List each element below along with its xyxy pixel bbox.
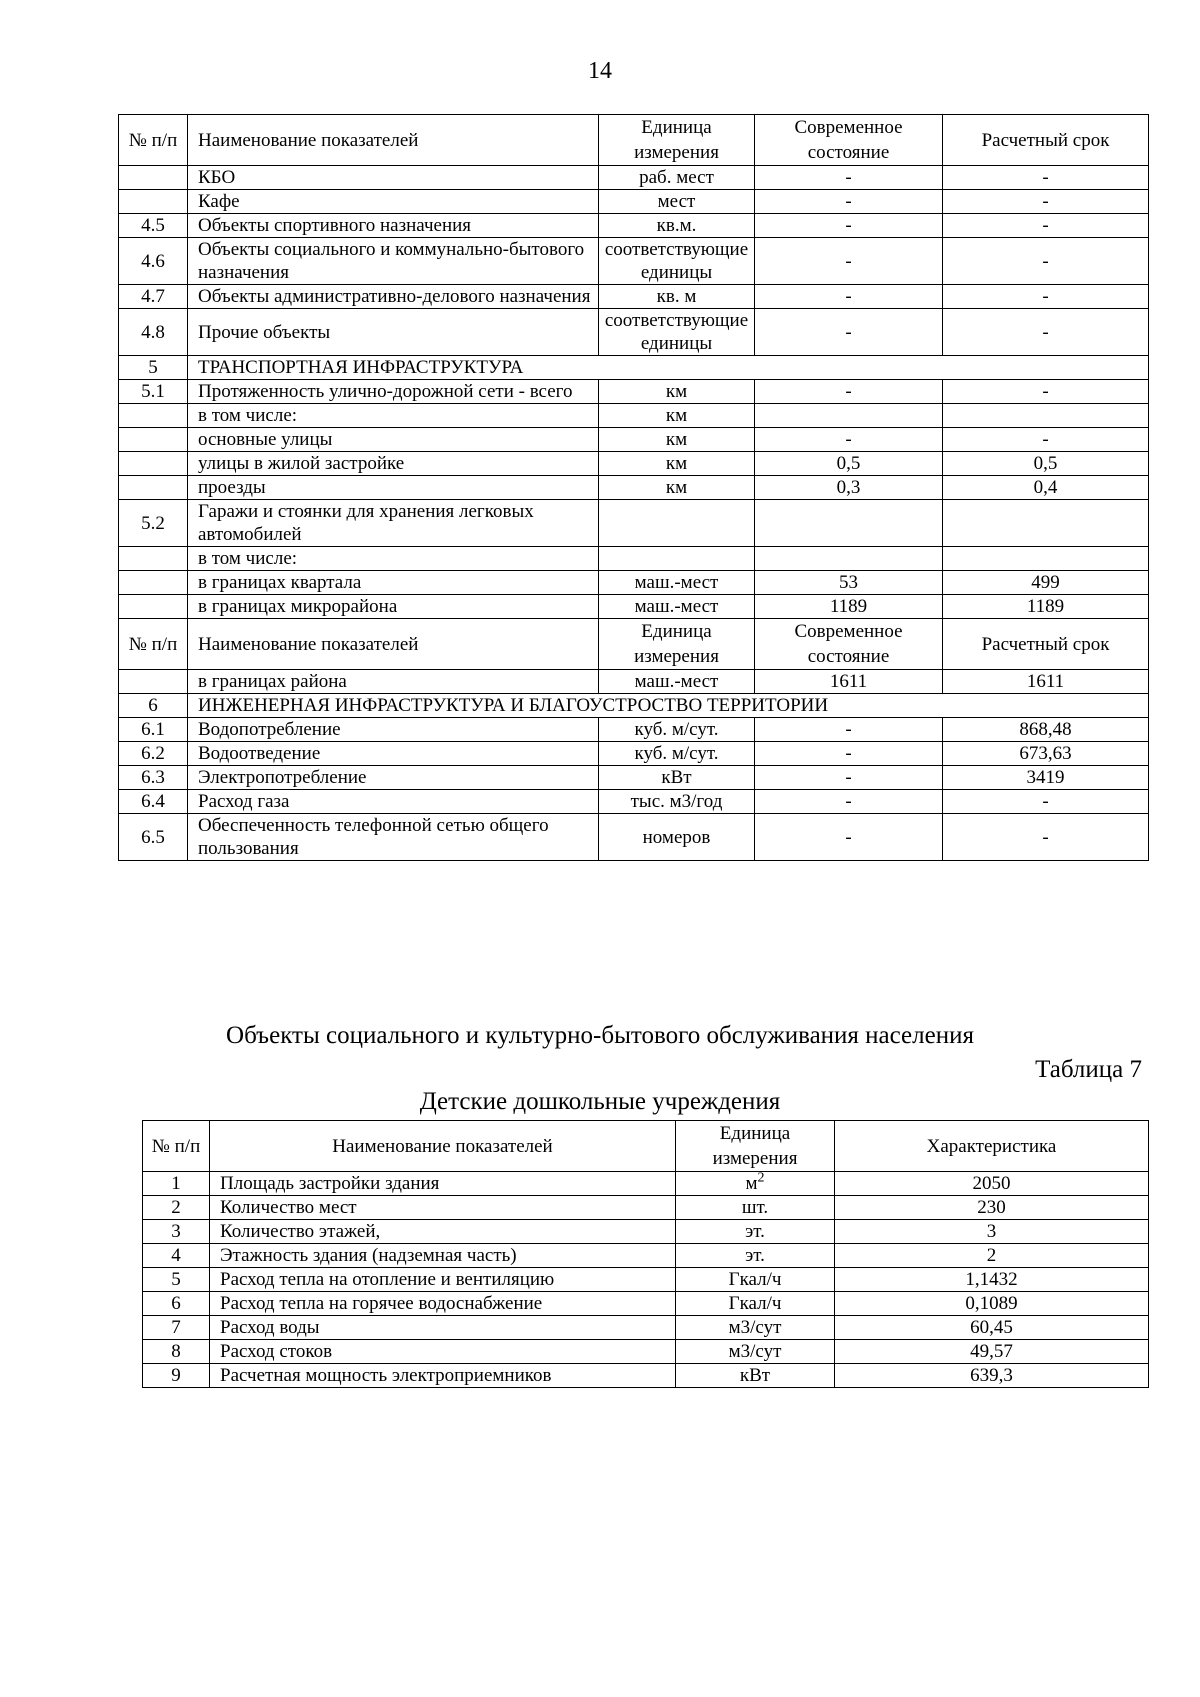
row-target: -	[943, 285, 1149, 309]
row-num: 6.2	[119, 742, 188, 766]
row-unit: эт.	[676, 1244, 835, 1268]
row-name: Этажность здания (надземная часть)	[210, 1244, 676, 1268]
row-name: Обеспеченность телефонной сетью общего пользования	[188, 814, 599, 861]
row-num	[119, 404, 188, 428]
indicators-table-body	[119, 115, 1149, 861]
row-characteristic: 2050	[835, 1172, 1149, 1196]
row-current: -	[755, 285, 943, 309]
table-row	[143, 1220, 1149, 1244]
row-target: -	[943, 814, 1149, 861]
row-current	[755, 404, 943, 428]
row-name: Расход тепла на горячее водоснабжение	[210, 1292, 676, 1316]
row-target: -	[943, 428, 1149, 452]
header-target: Расчетный срок	[943, 115, 1149, 166]
row-unit: соответствующие единицы	[599, 238, 755, 285]
row-num: 4.7	[119, 285, 188, 309]
row-current: -	[755, 718, 943, 742]
table-number: Таблица 7	[1035, 1056, 1142, 1083]
row-name: в том числе:	[188, 404, 599, 428]
header-num: № п/п	[143, 1121, 210, 1172]
row-unit: номеров	[599, 814, 755, 861]
row-unit: маш.-мест	[599, 571, 755, 595]
section-title: ТРАНСПОРТНАЯ ИНФРАСТРУКТУРА	[188, 356, 1149, 380]
row-target: 868,48	[943, 718, 1149, 742]
preschool-table-title: Детские дошкольные учреждения	[419, 1088, 781, 1115]
row-unit: шт.	[676, 1196, 835, 1220]
row-characteristic: 1,1432	[835, 1268, 1149, 1292]
row-current: 1611	[755, 670, 943, 694]
row-num: 5	[143, 1268, 210, 1292]
row-name: КБО	[188, 166, 599, 190]
row-unit: маш.-мест	[599, 595, 755, 619]
row-name: Гаражи и стоянки для хранения легковых автомобилей	[188, 500, 599, 547]
row-name: улицы в жилой застройке	[188, 452, 599, 476]
table-row	[119, 476, 1149, 500]
row-target: -	[943, 190, 1149, 214]
row-target: -	[943, 309, 1149, 356]
header-num: № п/п	[119, 115, 188, 166]
header-unit: Единица измерения	[599, 115, 755, 166]
row-num: 5.2	[119, 500, 188, 547]
row-current: -	[755, 238, 943, 285]
table-row	[119, 214, 1149, 238]
row-unit	[599, 547, 755, 571]
row-target: -	[943, 238, 1149, 285]
row-unit: Гкал/ч	[676, 1268, 835, 1292]
table-row	[119, 285, 1149, 309]
table-row	[119, 790, 1149, 814]
table-row	[119, 309, 1149, 356]
table-header-row	[119, 619, 1149, 670]
row-name: Электропотребление	[188, 766, 599, 790]
row-current: 0,3	[755, 476, 943, 500]
row-unit: км	[599, 380, 755, 404]
header-target: Расчетный срок	[943, 619, 1149, 670]
row-unit: раб. мест	[599, 166, 755, 190]
row-name: Водоотведение	[188, 742, 599, 766]
row-num	[119, 595, 188, 619]
preschool-table	[142, 1120, 1149, 1388]
table-row	[143, 1268, 1149, 1292]
row-current: -	[755, 428, 943, 452]
row-num: 4	[143, 1244, 210, 1268]
row-current	[755, 547, 943, 571]
row-num: 5	[119, 356, 188, 380]
table-row	[119, 742, 1149, 766]
row-num: 6.5	[119, 814, 188, 861]
row-name: Количество мест	[210, 1196, 676, 1220]
row-current: -	[755, 309, 943, 356]
row-unit: кв. м	[599, 285, 755, 309]
row-name: Объекты спортивного назначения	[188, 214, 599, 238]
row-target: 1189	[943, 595, 1149, 619]
row-name: Расход тепла на отопление и вентиляцию	[210, 1268, 676, 1292]
row-current: -	[755, 790, 943, 814]
row-name: в границах квартала	[188, 571, 599, 595]
row-num: 3	[143, 1220, 210, 1244]
row-unit: км	[599, 452, 755, 476]
row-current: 0,5	[755, 452, 943, 476]
preschool-table-body	[143, 1121, 1149, 1388]
row-target: -	[943, 166, 1149, 190]
row-num: 7	[143, 1316, 210, 1340]
row-characteristic: 230	[835, 1196, 1149, 1220]
row-characteristic: 2	[835, 1244, 1149, 1268]
row-target: 673,63	[943, 742, 1149, 766]
row-characteristic: 0,1089	[835, 1292, 1149, 1316]
row-name: Водопотребление	[188, 718, 599, 742]
row-name: в границах микрорайона	[188, 595, 599, 619]
table-row	[143, 1340, 1149, 1364]
table-row	[119, 670, 1149, 694]
row-name: в границах района	[188, 670, 599, 694]
row-num	[119, 428, 188, 452]
row-name: Площадь застройки здания	[210, 1172, 676, 1196]
row-current: 53	[755, 571, 943, 595]
row-unit: км	[599, 428, 755, 452]
table-row	[119, 500, 1149, 547]
row-name: основные улицы	[188, 428, 599, 452]
table-row	[143, 1364, 1149, 1388]
table-header-row	[119, 115, 1149, 166]
row-current: -	[755, 766, 943, 790]
row-target: -	[943, 214, 1149, 238]
row-num: 2	[143, 1196, 210, 1220]
row-name: Объекты административно-делового назначения	[188, 285, 599, 309]
row-current: -	[755, 380, 943, 404]
row-num: 6.4	[119, 790, 188, 814]
section-title: ИНЖЕНЕРНАЯ ИНФРАСТРУКТУРА И БЛАГОУСТРОСТВО ТЕРРИТОРИИ	[188, 694, 1149, 718]
row-unit: куб. м/сут.	[599, 742, 755, 766]
row-target	[943, 404, 1149, 428]
row-name: Кафе	[188, 190, 599, 214]
section-row	[119, 356, 1149, 380]
row-target: 0,5	[943, 452, 1149, 476]
social-objects-heading: Объекты социального и культурно-бытового обслуживания населения	[226, 1022, 974, 1049]
header-name: Наименование показателей	[210, 1121, 676, 1172]
row-current	[755, 500, 943, 547]
table-row	[119, 190, 1149, 214]
row-num: 6	[119, 694, 188, 718]
header-unit: Единица измерения	[676, 1121, 835, 1172]
row-num: 5.1	[119, 380, 188, 404]
table-row	[143, 1292, 1149, 1316]
row-unit: км	[599, 476, 755, 500]
row-unit: кВт	[599, 766, 755, 790]
row-num	[119, 190, 188, 214]
row-name: Протяженность улично-дорожной сети - всего	[188, 380, 599, 404]
row-target: -	[943, 790, 1149, 814]
row-target: 1611	[943, 670, 1149, 694]
table-row	[119, 452, 1149, 476]
row-characteristic: 60,45	[835, 1316, 1149, 1340]
table-row	[119, 166, 1149, 190]
row-num	[119, 670, 188, 694]
row-unit: м3/сут	[676, 1340, 835, 1364]
row-unit: соответствующие единицы	[599, 309, 755, 356]
table-row	[119, 718, 1149, 742]
row-unit: м3/сут	[676, 1316, 835, 1340]
row-unit: кВт	[676, 1364, 835, 1388]
table-row	[119, 595, 1149, 619]
row-name: проезды	[188, 476, 599, 500]
row-target: 0,4	[943, 476, 1149, 500]
table-row	[119, 238, 1149, 285]
table-row	[143, 1196, 1149, 1220]
row-num: 8	[143, 1340, 210, 1364]
header-unit: Единица измерения	[599, 619, 755, 670]
header-num: № п/п	[119, 619, 188, 670]
row-num: 4.8	[119, 309, 188, 356]
row-target: 3419	[943, 766, 1149, 790]
row-name: в том числе:	[188, 547, 599, 571]
row-unit	[599, 500, 755, 547]
table-row	[143, 1172, 1149, 1196]
row-target: 499	[943, 571, 1149, 595]
page-number: 14	[588, 58, 612, 84]
section-row	[119, 694, 1149, 718]
row-num	[119, 166, 188, 190]
row-characteristic: 3	[835, 1220, 1149, 1244]
row-name: Расход стоков	[210, 1340, 676, 1364]
header-current: Современное состояние	[755, 115, 943, 166]
table-header-row	[143, 1121, 1149, 1172]
row-num: 6.3	[119, 766, 188, 790]
row-target	[943, 500, 1149, 547]
row-unit: Гкал/ч	[676, 1292, 835, 1316]
table-row	[143, 1316, 1149, 1340]
row-current: -	[755, 166, 943, 190]
row-current: 1189	[755, 595, 943, 619]
row-unit: мест	[599, 190, 755, 214]
row-name: Расчетная мощность электроприемников	[210, 1364, 676, 1388]
row-name: Количество этажей,	[210, 1220, 676, 1244]
row-name: Объекты социального и коммунально-бытового назначения	[188, 238, 599, 285]
row-unit: куб. м/сут.	[599, 718, 755, 742]
row-unit: $м^2$	[676, 1172, 835, 1196]
row-num: 6	[143, 1292, 210, 1316]
row-current: -	[755, 814, 943, 861]
row-characteristic: 49,57	[835, 1340, 1149, 1364]
row-unit: эт.	[676, 1220, 835, 1244]
table-row	[119, 380, 1149, 404]
row-name: Прочие объекты	[188, 309, 599, 356]
table-row	[143, 1244, 1149, 1268]
row-num: 4.5	[119, 214, 188, 238]
row-target: -	[943, 380, 1149, 404]
table-row	[119, 404, 1149, 428]
row-unit: кв.м.	[599, 214, 755, 238]
table-row	[119, 766, 1149, 790]
row-num: 1	[143, 1172, 210, 1196]
table-row	[119, 814, 1149, 861]
table-row	[119, 571, 1149, 595]
row-characteristic: 639,3	[835, 1364, 1149, 1388]
header-name: Наименование показателей	[188, 619, 599, 670]
header-current: Современное состояние	[755, 619, 943, 670]
row-num: 9	[143, 1364, 210, 1388]
row-num	[119, 476, 188, 500]
row-current: -	[755, 214, 943, 238]
row-unit: тыс. м3/год	[599, 790, 755, 814]
row-unit: маш.-мест	[599, 670, 755, 694]
header-characteristic: Характеристика	[835, 1121, 1149, 1172]
table-row	[119, 547, 1149, 571]
row-name: Расход газа	[188, 790, 599, 814]
row-name: Расход воды	[210, 1316, 676, 1340]
row-num	[119, 571, 188, 595]
row-num	[119, 547, 188, 571]
row-num	[119, 452, 188, 476]
row-current: -	[755, 190, 943, 214]
row-current: -	[755, 742, 943, 766]
table-row	[119, 428, 1149, 452]
row-unit: км	[599, 404, 755, 428]
unit-superscript: 2	[757, 1170, 765, 1186]
indicators-table	[118, 114, 1149, 861]
row-num: 6.1	[119, 718, 188, 742]
row-target	[943, 547, 1149, 571]
header-name: Наименование показателей	[188, 115, 599, 166]
row-num: 4.6	[119, 238, 188, 285]
